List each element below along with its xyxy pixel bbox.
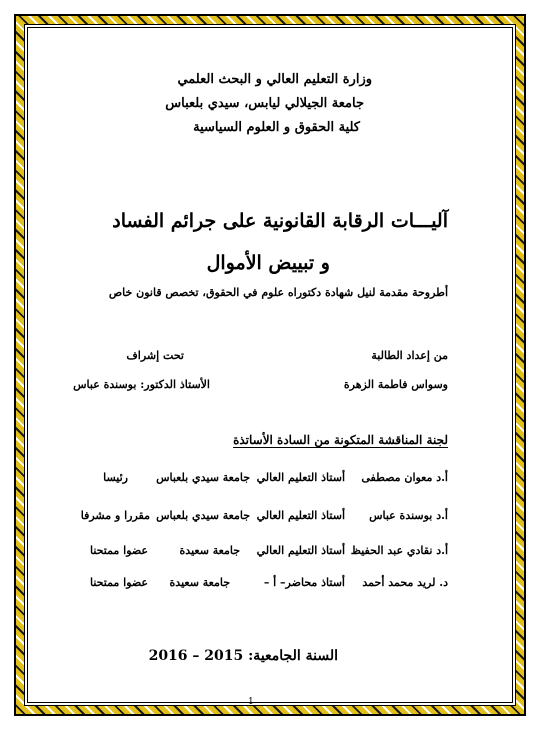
committee-heading: لجنة المناقشة المتكونة من السادة الأساتذة	[233, 433, 448, 447]
thesis-subtitle: أطروحة مقدمة لنيل شهادة دكتوراه علوم في الحقوق، تخصص قانون خاص	[108, 286, 448, 299]
student-name: وسواس فاطمة الزهرة	[343, 378, 448, 391]
member-name: أ.د معوان مصطفى	[361, 471, 448, 484]
member-role: عضوا ممتحنا	[89, 544, 148, 557]
thesis-title-line1: آليـــات الرقابة القانونية على جرائم الفساد	[112, 210, 448, 232]
supervision-label: تحت إشراف	[126, 349, 184, 362]
member-rank: أستاذ التعليم العالي	[256, 509, 345, 522]
member-institution: جامعة سعيدة	[169, 576, 230, 589]
member-role: رئيسا	[103, 471, 128, 484]
member-role: عضوا ممتحنا	[89, 576, 148, 589]
member-role: مقررا و مشرفا	[80, 509, 150, 522]
member-institution: جامعة سعيدة	[179, 544, 240, 557]
member-rank: أستاذ التعليم العالي	[256, 544, 345, 557]
member-rank: أستاذ التعليم العالي	[256, 471, 345, 484]
prepared-by-label: من إعداد الطالبة	[371, 349, 448, 362]
university-name: جامعة الجيلالي ليابس، سيدي بلعباس	[165, 96, 364, 111]
member-name: أ.د نقادي عبد الحفيظ	[350, 544, 448, 557]
page-number: 1	[248, 697, 254, 707]
member-name: أ.د بوسندة عباس	[369, 509, 448, 522]
supervisor-name: الأستاذ الدكتور: بوسندة عباس	[73, 378, 210, 391]
thesis-title-line2: و تبييض الأموال	[206, 252, 330, 274]
member-institution: جامعة سيدي بلعباس	[156, 509, 250, 522]
member-rank: أستاذ محاضر– أ –	[263, 576, 345, 589]
academic-year: السنة الجامعية: 2015 – 2016	[148, 648, 338, 664]
faculty-name: كلية الحقوق و العلوم السياسية	[193, 120, 360, 135]
ministry-name: وزارة التعليم العالي و البحث العلمي	[177, 72, 372, 87]
member-name: د. لريد محمد أحمد	[362, 576, 448, 589]
member-institution: جامعة سيدي بلعباس	[156, 471, 250, 484]
